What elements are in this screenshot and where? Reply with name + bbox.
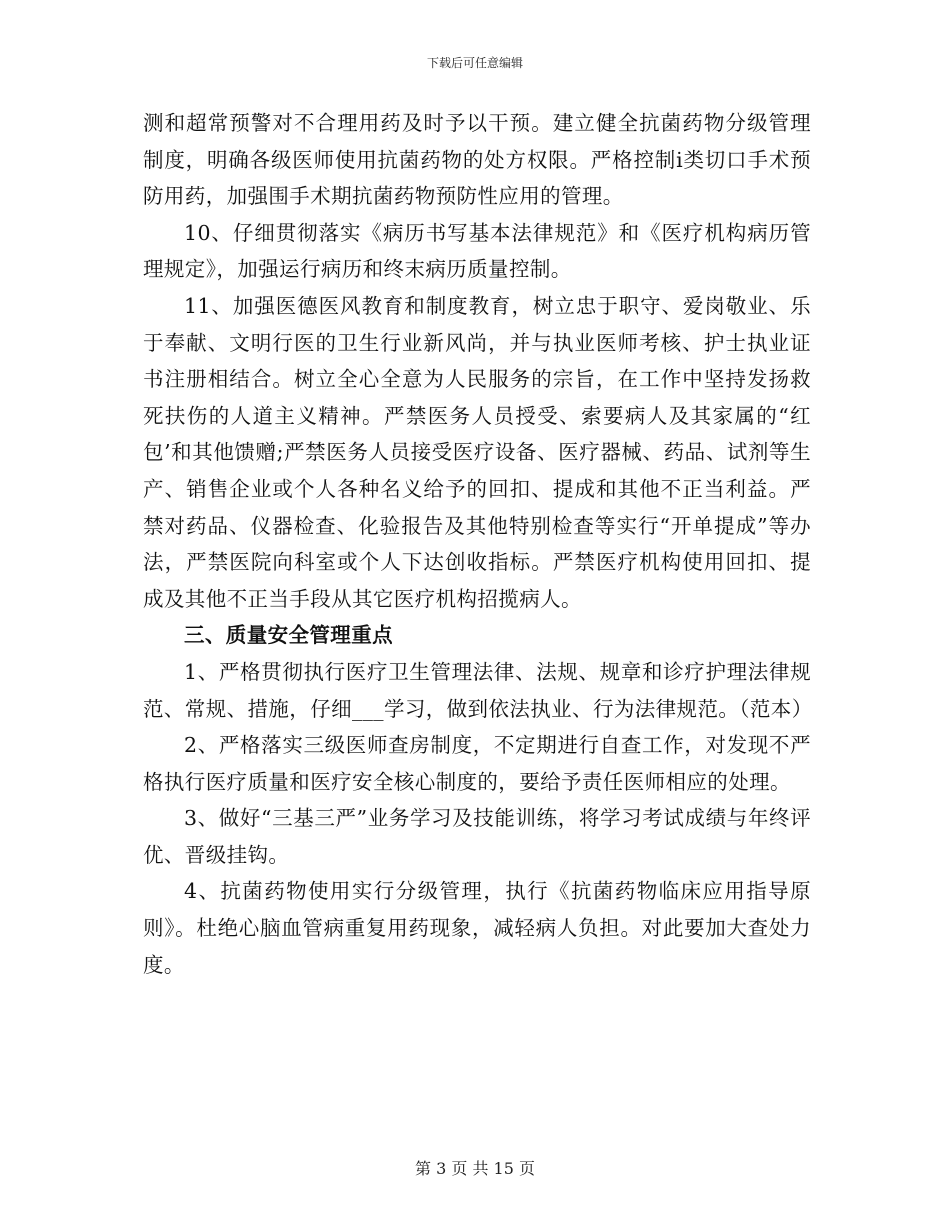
section-heading: 三、质量安全管理重点	[184, 623, 393, 648]
paragraph-continued: 测和超常预警对不合理用药及时予以干预。建立健全抗菌药物分级管理制度，明确各级医师使用抗菌药物的处方权限。严格控制ⅰ类切口手术预防用药，加强围手术期抗菌药物预防性应用的管理。	[143, 111, 811, 209]
page-header: 下载后可任意编辑	[426, 56, 523, 70]
paragraph-item-11: 11、加强医德医风教育和制度教育，树立忠于职守、爱岗敬业、乐于奉献、文明行医的卫生行业新风尚，并与执业医师考核、护士执业证书注册相结合。树立全心全意为人民服务的宗旨，在工作中坚持发扬救死扶伤的人道主义精神。严禁医务人员授受、索要病人及其家属的“红包’和其他馈赠;严禁医务人员接受医疗设备、医疗器械、药品、试剂等生产、销售企业或个人各种名义给予的回扣、提成和其他不正当利益。严禁对药品、仪器检查、化验报告及其他特别检查等实行“开单提成”等办法，严禁医院向科室或个人下达创收指标。严禁医疗机构使用回扣、提成及其他不正当手段从其它医疗机构招揽病人。	[143, 293, 811, 611]
paragraph-item-1: 1、严格贯彻执行医疗卫生管理法律、法规、规章和诊疗护理法律规范、常规、措施，仔细___学习，做到依法执业、行为法律规范。（范本）	[143, 659, 813, 721]
page-footer: 第 3 页 共 15 页	[415, 1159, 535, 1178]
paragraph-item-10: 10、仔细贯彻落实《病历书写基本法律规范》和《医疗机构病历管理规定》，加强运行病历和终末病历质量控制。	[143, 220, 811, 282]
paragraph-item-4: 4、抗菌药物使用实行分级管理，执行《抗菌药物临床应用指导原则》。杜绝心脑血管病重复用药现象，减轻病人负担。对此要加大查处力度。	[143, 879, 811, 977]
paragraph-item-3: 3、做好“三基三严”业务学习及技能训练，将学习考试成绩与年终评优、晋级挂钩。	[143, 806, 811, 867]
paragraph-item-2: 2、严格落实三级医师查房制度，不定期进行自查工作，对发现不严格执行医疗质量和医疗安全核心制度的，要给予责任医师相应的处理。	[143, 733, 811, 794]
document-body	[143, 105, 811, 983]
